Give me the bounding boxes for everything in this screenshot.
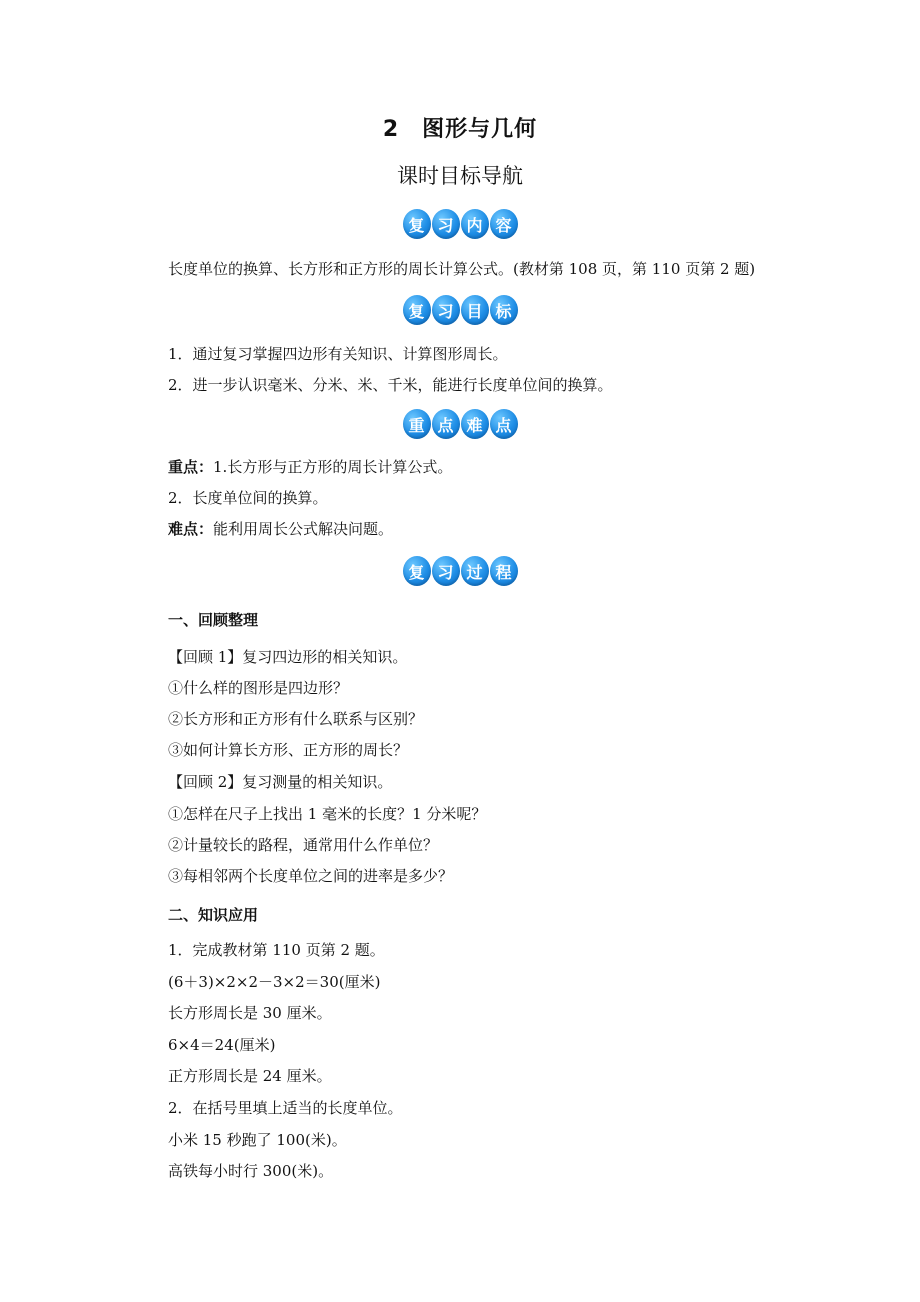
difficulty-label: 难点： [168,520,214,538]
review-line: 【回顾 2】复习测量的相关知识。 [168,773,393,791]
apply-line: 1．完成教材第 110 页第 2 题。 [168,941,385,959]
badge-char: 标 [490,295,518,325]
apply-line: 6×4＝24(厘米) [168,1036,276,1054]
page-subtitle: 课时目标导航 [397,164,523,188]
review-line: ①怎样在尺子上找出 1 毫米的长度？1 分米呢？ [168,805,487,823]
difficulty-text: 能利用周长公式解决问题。 [213,520,394,538]
badge-review-goal [403,295,518,325]
apply-line: 2．在括号里填上适当的长度单位。 [168,1099,403,1117]
review-line: ③每相邻两个长度单位之间的进率是多少？ [168,867,454,885]
badge-char: 习 [432,556,460,586]
badge-char: 内 [461,209,489,239]
badge-review-process-row [0,556,920,586]
goal-item: 1．通过复习掌握四边形有关知识、计算图形周长。 [168,345,508,363]
apply-line: 长方形周长是 30 厘米。 [168,1004,332,1022]
badge-char: 复 [403,556,431,586]
badge-review-process [403,556,518,586]
key-point-label: 重点： [168,458,214,476]
key-point-item: 2．长度单位间的换算。 [168,489,328,507]
badge-char: 点 [432,409,460,439]
apply-line: 小米 15 秒跑了 100(米)。 [168,1131,347,1149]
review-line: ③如何计算长方形、正方形的周长？ [168,741,409,759]
badge-char: 点 [490,409,518,439]
apply-line: 正方形周长是 24 厘米。 [168,1067,332,1085]
goal-item: 2．进一步认识毫米、分米、米、千米，能进行长度单位间的换算。 [168,376,613,394]
apply-line: (6＋3)×2×2－3×2＝30(厘米) [168,973,381,991]
difficulty-line [168,520,393,538]
badge-char: 程 [490,556,518,586]
badge-char: 难 [461,409,489,439]
badge-char: 目 [461,295,489,325]
content-text: 长度单位的换算、长方形和正方形的周长计算公式。(教材第 108 页，第 110 页第 2 题) [168,260,756,278]
section-heading: 二、知识应用 [168,906,259,924]
badge-key-points [403,409,518,439]
badge-char: 习 [432,209,460,239]
badge-char: 容 [490,209,518,239]
badge-char: 复 [403,209,431,239]
review-line: ②长方形和正方形有什么联系与区别？ [168,710,424,728]
badge-char: 习 [432,295,460,325]
badge-review-content [403,209,518,239]
section-heading: 一、回顾整理 [168,611,259,629]
apply-line: 高铁每小时行 300(米)。 [168,1162,334,1180]
badge-char: 复 [403,295,431,325]
review-line: ②计量较长的路程，通常用什么作单位？ [168,836,439,854]
badge-char: 过 [461,556,489,586]
page-title: 2 图形与几何 [382,117,538,142]
badge-key-points-row [0,409,920,439]
key-point-line [168,458,452,476]
badge-char: 重 [403,409,431,439]
review-line: ①什么样的图形是四边形？ [168,679,349,697]
review-line: 【回顾 1】复习四边形的相关知识。 [168,648,408,666]
key-point-text: 1.长方形与正方形的周长计算公式。 [213,458,453,476]
badge-review-goal-row [0,295,920,325]
badge-review-content-row [0,209,920,239]
